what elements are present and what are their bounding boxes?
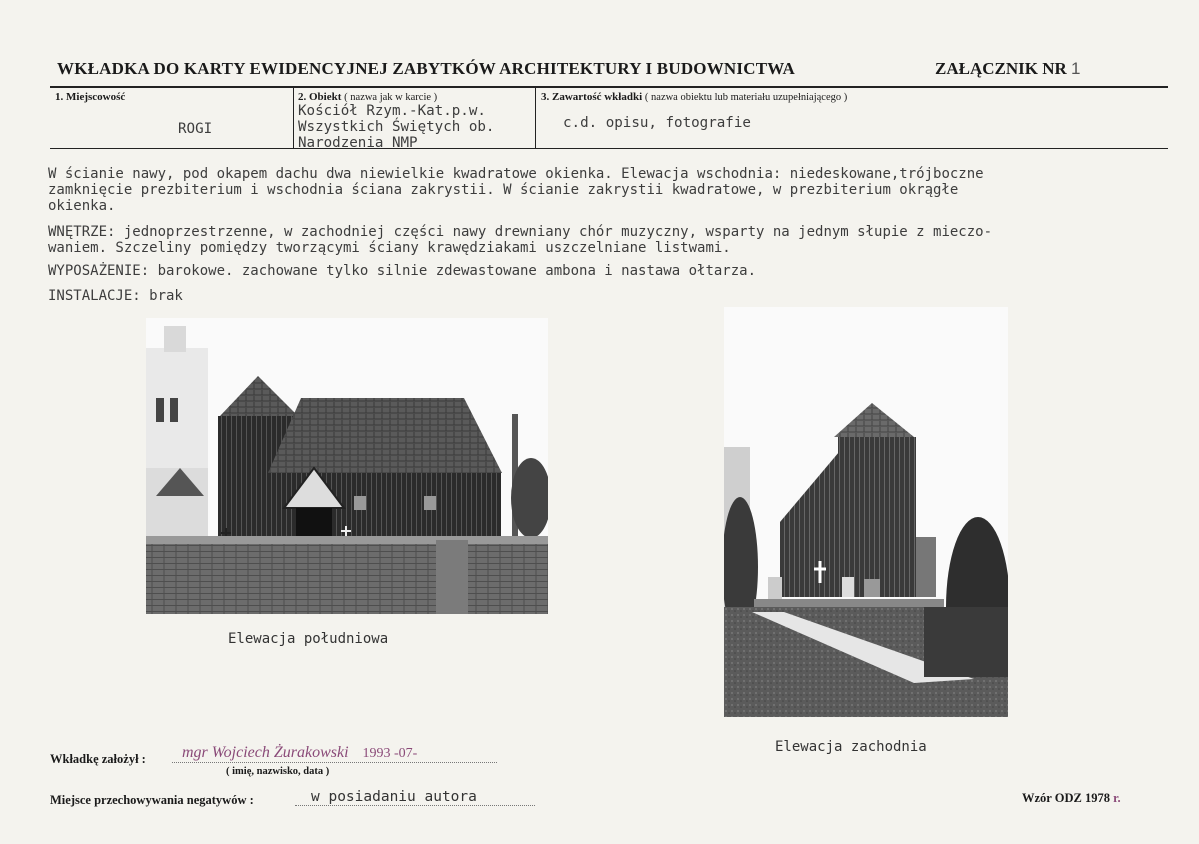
author-line	[172, 762, 497, 763]
paragraph-2-line-2: waniem. Szczeliny pomiędzy tworzącymi ściany krawędziakami uszczelniane listwami.	[48, 240, 731, 256]
form-title: WKŁADKA DO KARTY EWIDENCYJNEJ ZABYTKÓW ARCHITEKTURY I BUDOWNICTWA	[57, 59, 796, 78]
object-value-line-3: Narodzenia NMP	[298, 135, 418, 151]
paragraph-1-line-3: okienka.	[48, 198, 116, 214]
annex-label	[935, 59, 1081, 79]
header-divider-1	[293, 88, 294, 148]
header-divider-2	[535, 88, 536, 148]
south-elevation-photo	[146, 318, 548, 614]
author-hint: ( imię, nazwisko, data )	[226, 766, 330, 777]
form-version	[1022, 791, 1121, 806]
annex-label-text: ZAŁĄCZNIK NR	[935, 59, 1067, 78]
form-version-suffix: r.	[1113, 791, 1121, 805]
paragraph-4: INSTALACJE: brak	[48, 288, 183, 304]
author-date: 1993 -07-	[362, 746, 418, 761]
locality-label: 1. Miejscowość	[55, 91, 126, 103]
negatives-value: w posiadaniu autora	[311, 789, 477, 805]
annex-number: 1	[1071, 59, 1081, 78]
contents-label-note: ( nazwa obiektu lub materiału uzupełniającego )	[644, 92, 848, 103]
object-label-note: ( nazwa jak w karcie )	[344, 92, 438, 103]
locality-value: ROGI	[178, 121, 213, 137]
paragraph-1-line-1: W ścianie nawy, pod okapem dachu dwa niewielkie kwadratowe okienka. Elewacja wschodnia: niedeskowane,trójboczne	[48, 166, 984, 182]
object-value-line-1: Kościół Rzym.-Kat.p.w.	[298, 103, 486, 119]
header-bottom-rule	[50, 148, 1168, 149]
west-elevation-photo	[724, 307, 1008, 717]
paragraph-1-line-2: zamknięcie prezbiterium i wschodnia ściana zakrystii. W ścianie zakrystii kwadratowe, w prezbiterium okrągłe	[48, 182, 959, 198]
author-name: mgr Wojciech Żurakowski	[182, 744, 349, 761]
header-top-rule	[50, 86, 1168, 88]
object-value-line-2: Wszystkich Świętych ob.	[298, 119, 495, 135]
west-elevation-caption: Elewacja zachodnia	[775, 739, 927, 755]
paragraph-3: WYPOSAŻENIE: barokowe. zachowane tylko silnie zdewastowane ambona i nastawa ołtarza.	[48, 263, 757, 279]
paragraph-2-line-1: WNĘTRZE: jednoprzestrzenne, w zachodniej części nawy drewniany chór muzyczny, wsparty na jednym słupie z mieczo-	[48, 224, 993, 240]
south-elevation-caption: Elewacja południowa	[228, 631, 389, 647]
negatives-line	[295, 805, 535, 806]
contents-label-text: 3. Zawartość wkładki	[541, 91, 643, 103]
negatives-label: Miejsce przechowywania negatywów :	[50, 793, 254, 807]
object-label-text: 2. Obiekt	[298, 91, 342, 103]
contents-value: c.d. opisu, fotografie	[563, 115, 751, 131]
author-stamp	[182, 744, 417, 762]
object-label	[298, 91, 437, 103]
form-version-text: Wzór ODZ 1978	[1022, 791, 1110, 805]
contents-label	[541, 91, 847, 103]
author-label: Wkładkę założył :	[50, 752, 146, 766]
